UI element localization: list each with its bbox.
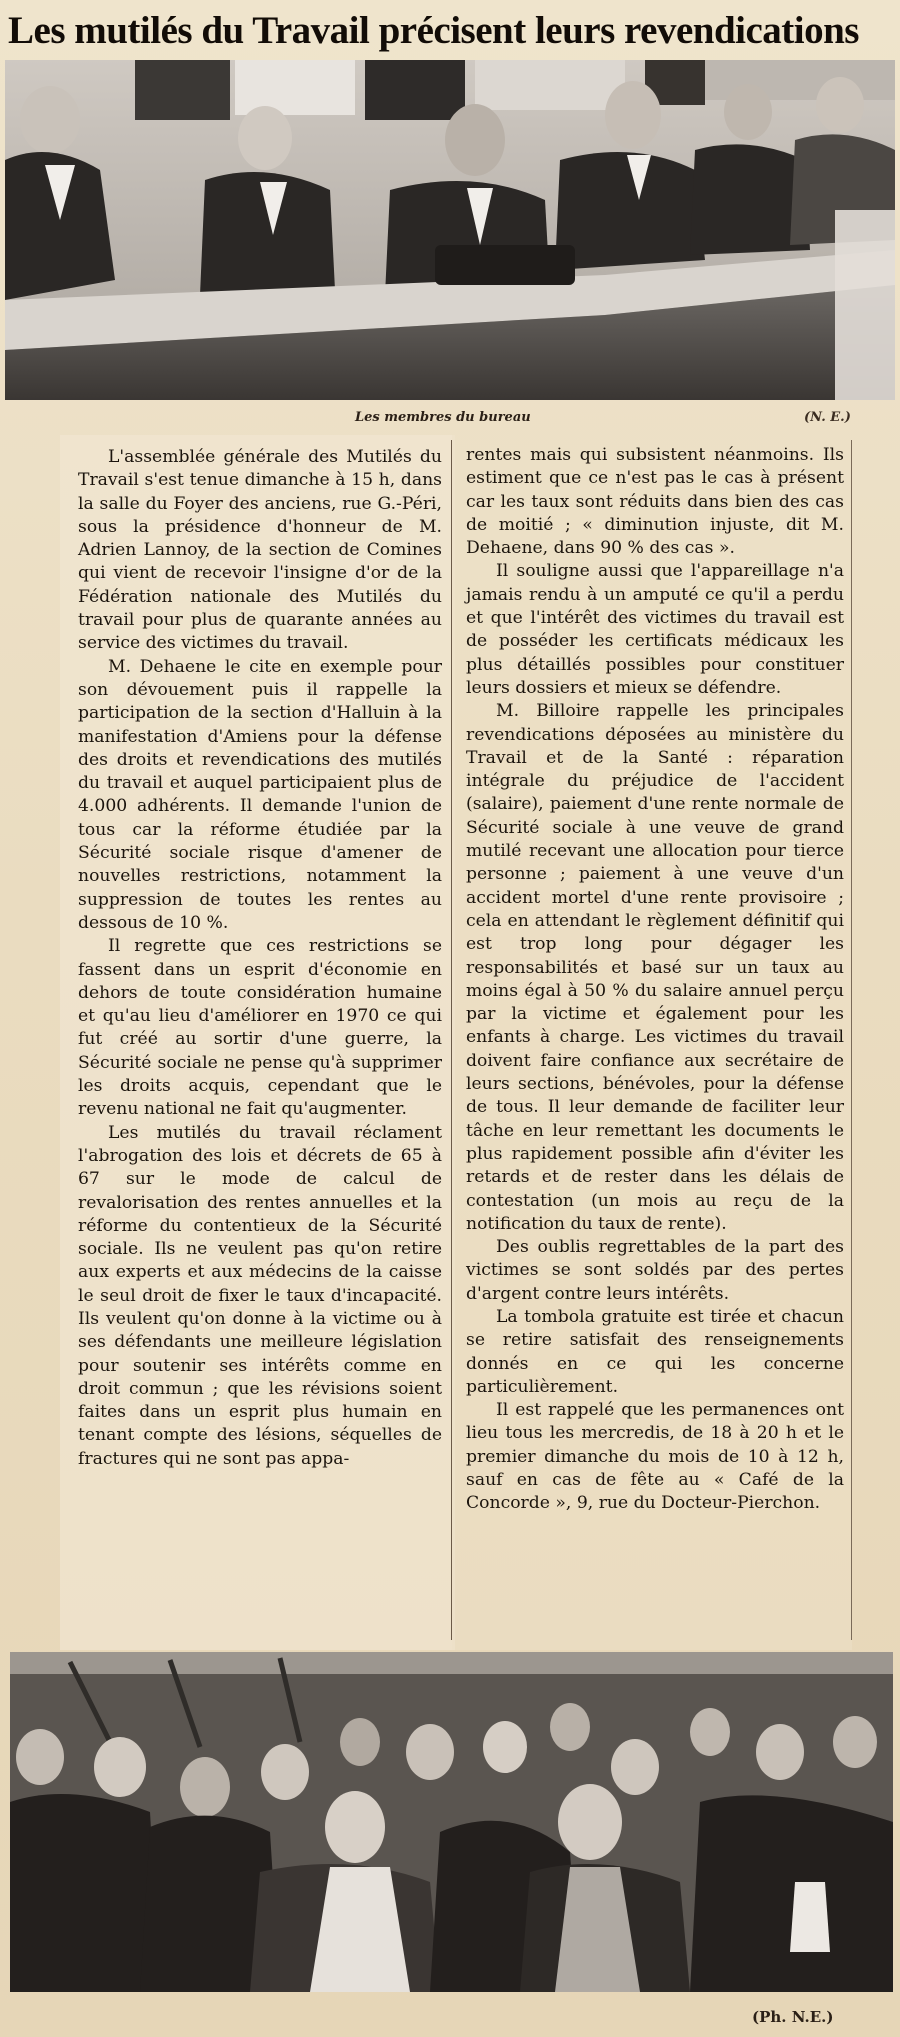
paragraph: rentes mais qui subsistent néanmoins. Ils estiment que ce n'est pas le cas à présent car les taux sont réduits dans bien des cas de moitié ; « diminution injuste, dit M. Dehaene, dans 90 % des cas ». bbox=[466, 445, 844, 559]
paragraph: La tombola gratuite est tirée et chacun se retire satisfait des renseignements donnés en ce qui les concerne particulièrement. bbox=[466, 1306, 844, 1397]
paragraph: Il est rappelé que les permanences ont lieu tous les mercredis, de 18 à 20 h et le premier dimanche du mois de 10 à 12 h, sauf en cas de fête au « Café de la Concorde », 9, rue du Docteur-Pierchon. bbox=[466, 1400, 844, 1514]
photo-credit: (N. E.) bbox=[804, 410, 851, 425]
paragraph: M. Billoire rappelle les principales revendications déposées au ministère du Travail et de la Santé : réparation intégrale du préjudice de l'accident (salaire), paiement d'une rente normale de Sécurité sociale à une veuve de grand mutilé recevant une allocation pour tierce personne ; paiement à une veuve d'un accident mortel d'une rente provisoire ; cela en attendant le règlement définitif qui est trop long pour dégager les responsabilités et basé sur un taux au moins égal à 50 % du salaire annuel perçu par la victime et également pour les enfants à charge. Les victimes du travail doivent faire confiance aux secrétaire de leurs sections, bénévoles, pour la défense de tous. Il leur demande de faciliter leur tâche en leur remettant les documents le plus rapidement possible afin d'éviter les retards et de rester dans les délais de contestation (un mois au reçu de la notification du taux de rente). bbox=[466, 701, 844, 1234]
column-divider bbox=[451, 440, 452, 1640]
article-left-column bbox=[72, 446, 448, 1471]
photo-audience bbox=[10, 1652, 893, 1992]
paragraph: Les mutilés du travail réclament l'abrogation des lois et décrets de 65 à 67 sur le mode de calcul de revalorisation des rentes annuelles et la réforme du contentieux de la Sécurité sociale. Ils ne veulent pas qu'on retire aux experts et aux médecins de la caisse le seul droit de fixer le taux d'incapacité. Ils veulent qu'on donne à la victime ou à ses défendants une meilleure législation pour soutenir ses intérêts comme en droit commun ; que les révisions soient faites dans un esprit plus humain en tenant compte des lésions, séquelles de fractures qui ne sont pas appa- bbox=[78, 1122, 442, 1469]
photo-bureau-members bbox=[5, 60, 895, 400]
article-right-column bbox=[460, 444, 850, 1516]
paragraph: Il souligne aussi que l'appareillage n'a jamais rendu à un amputé ce qu'il a perdu et que l'intérêt des victimes du travail est de posséder les certificats médicaux les plus détaillés possibles pour constituer leurs dossiers et mieux se défendre. bbox=[466, 561, 844, 698]
paragraph: L'assemblée générale des Mutilés du Travail s'est tenue dimanche à 15 h, dans la salle du Foyer des anciens, rue G.-Péri, sous la présidence d'honneur de M. Adrien Lannoy, de la section de Comines qui vient de recevoir l'insigne d'or de la Fédération nationale des Mutilés du travail pour plus de quarante années au service des victimes du travail. bbox=[78, 447, 442, 654]
photo-credit: (Ph. N.E.) bbox=[752, 2008, 834, 2026]
paragraph: Il regrette que ces restrictions se fassent dans un esprit d'économie en dehors de toute considération humaine et qu'au lieu d'améliorer en 1970 ce qui fut créé au sortir d'une guerre, la Sécurité sociale ne pense qu'à supprimer les droits acquis, cependant que le revenu national ne fait qu'augmenter. bbox=[78, 936, 442, 1120]
right-edge-rule bbox=[851, 440, 852, 1640]
photo-caption: Les membres du bureau bbox=[355, 410, 531, 425]
paragraph: Des oublis regrettables de la part des victimes se sont soldés par des pertes d'argent contre leurs intérêts. bbox=[466, 1237, 844, 1304]
headline: Les mutilés du Travail précisent leurs revendications bbox=[8, 9, 859, 52]
paragraph: M. Dehaene le cite en exemple pour son dévouement puis il rappelle la participation de la section d'Halluin à la manifestation d'Amiens pour la défense des droits et revendications des mutilés du travail et auquel participaient plus de 4.000 adhérents. Il demande l'union de tous car la réforme étudiée par la Sécurité sociale risque d'amener de nouvelles restrictions, notamment la suppression de toutes les rentes au dessous de 10 %. bbox=[78, 656, 442, 933]
